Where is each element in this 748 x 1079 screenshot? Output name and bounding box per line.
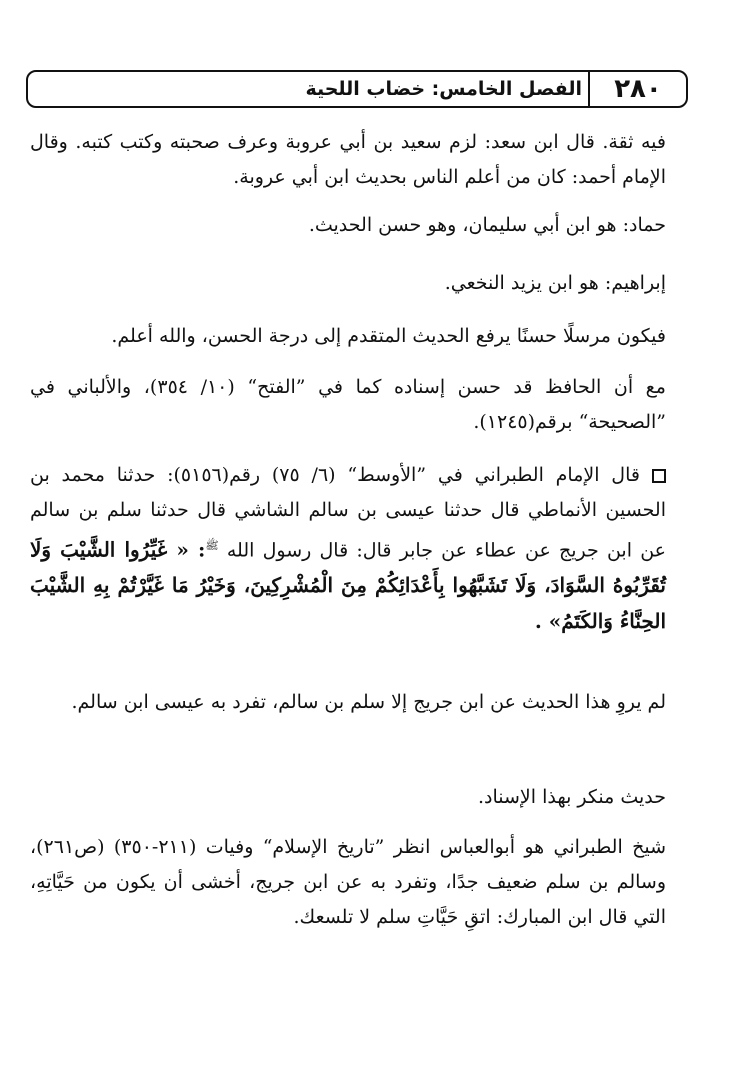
hadith-text: : « غَيِّرُوا الشَّيْبَ وَلَا تُقَرِّبُوهُ السَّوَادَ، وَلَا تَشَبَّهُوا بِأَعْدَائِكُمْ مِنَ الْمُشْرِكِينَ، وَخَيْرُ مَا غَيَّرْتُمْ بِهِ الشَّيْبَ الحِنَّاءُ وَالكَتَمُ» . bbox=[30, 537, 666, 634]
paragraph-mursal: فيكون مرسلًا حسنًا يرفع الحديث المتقدم إلى درجة الحسن، والله أعلم. bbox=[111, 325, 666, 347]
paragraph-tafarrud: لم يروِ هذا الحديث عن ابن جريج إلا سلم بن سالم، تفرد به عيسى ابن سالم. bbox=[71, 691, 666, 713]
paragraph-hafiz: مع أن الحافظ قد حسن إسناده كما في ”الفتح“ (١٠/ ٣٥٤)، والألباني في ”الصحيحة“ برقم(١٢٤٥). bbox=[30, 376, 666, 433]
paragraph-hammad: حماد: هو ابن أبي سليمان، وهو حسن الحديث. bbox=[308, 214, 666, 236]
salutation-glyph: ﷺ bbox=[205, 539, 219, 552]
page-number: ٢٨٠ bbox=[614, 74, 662, 104]
paragraph-tabarani-hadith bbox=[30, 458, 666, 640]
header-divider bbox=[588, 70, 590, 108]
square-bullet-icon bbox=[652, 469, 666, 483]
chapter-title: الفصل الخامس: خضاب اللحية bbox=[305, 78, 582, 100]
hadith-isnad: قال الإمام الطبراني في ”الأوسط“ (٦/ ٧٥) رقم(٥١٥٦): حدثنا محمد بن الحسين الأنماطي قال حدثنا عيسى بن سالم الشاشي قال حدثنا سلم بن سالم عن ابن جريج عن عطاء عن جابر قال: قال رسول الله bbox=[30, 464, 666, 562]
paragraph-ibrahim: إبراهيم: هو ابن يزيد النخعي. bbox=[444, 272, 666, 294]
paragraph-sources: فيه ثقة. قال ابن سعد: لزم سعيد بن أبي عروبة وعرف صحبته وكتب كتبه. وقال الإمام أحمد: كان من أعلم الناس بحديث ابن أبي عروبة. bbox=[30, 131, 666, 188]
paragraph-shaykh: شيخ الطبراني هو أبوالعباس انظر ”تاريخ الإسلام“ وفيات (٢١١-٣٥٠) (ص٢٦١)، وسالم بن سلم ضعيف جدًا، وتفرد به عن ابن جريج، أخشى أن يكون من حَيَّاتِهِ، التي قال ابن المبارك: اتقِ حَيَّاتِ سلم لا تلسعك. bbox=[30, 836, 666, 928]
paragraph-munkar: حديث منكر بهذا الإسناد. bbox=[477, 786, 666, 808]
